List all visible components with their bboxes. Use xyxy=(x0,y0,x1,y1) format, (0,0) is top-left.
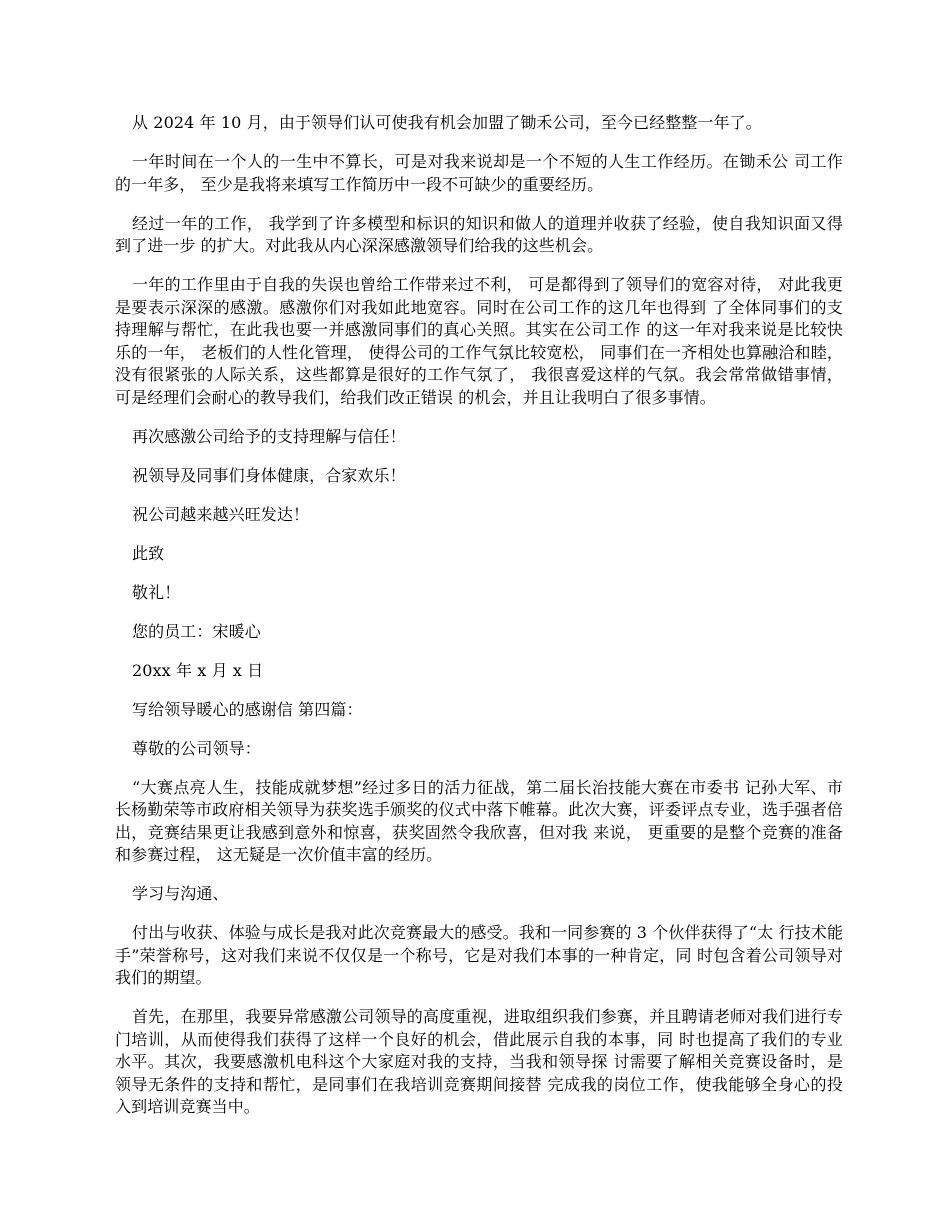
section-heading: 写给领导暖心的感谢信 第四篇： xyxy=(132,699,363,719)
letter-body xyxy=(115,112,843,1119)
greeting: 尊敬的公司领导： xyxy=(132,738,261,758)
paragraph-competition: “大赛点亮人生，技能成就梦想”经过多日的活力征战，第二届长治技能大赛在市委书 记孙大军、市长杨勤荣等市政府相关领导为获奖选手颁奖的仪式中落下帷幕。此次大赛，评委评点专业，选手强者倍出，竞赛结果更让我感到意外和惊喜，获奖固然令我欣喜，但对我 来说， 更重要的是整个竞赛的准备和参赛过程， 这无疑是一次价值丰富的经历。 xyxy=(115,777,843,864)
paragraph-wish-health: 祝领导及同事们身体健康，合家欢乐！ xyxy=(132,465,406,485)
paragraph-gratitude: 一年的工作里由于自我的失误也曾给工作带来过不利， 可是都得到了领导们的宽容对待， 对此我更是要表示深深的感激。感激你们对我如此地宽容。同时在公司工作的这几年也得到 了全体同事们的支持理解与帮忙，在此我也要一并感激同事们的真心关照。其实在公司工作 的这一年对我来说是比较快乐的一年， 老板们的人性化管理， 使得公司的工作气氛比较宽松， 同事们在一齐相处也算融洽和睦，没有很紧张的人际关系，这些都算是很好的工作气氛了， 我很喜爱这样的气氛。我会常常做错事情，可是经理们会耐心的教导我们，给我们改正错误 的机会，并且让我明白了很多事情。 xyxy=(115,275,843,407)
paragraph-learning-communication: 学习与沟通、 xyxy=(132,884,229,903)
date-line: 20xx 年 x 月 x 日 xyxy=(132,660,264,680)
paragraph-wish-prosperity: 祝公司越来越兴旺发达！ xyxy=(132,504,310,524)
paragraph-thanks-company: 再次感激公司给予的支持理解与信任！ xyxy=(132,426,406,446)
closing-regards: 敬礼！ xyxy=(132,582,181,602)
paragraph-one-year: 一年时间在一个人的一生中不算长，可是对我来说却是一个不短的人生工作经历。在锄禾公 司工作的一年多， 至少是我将来填写工作简历中一段不可缺少的重要经历。 xyxy=(115,152,843,194)
paragraph-first-thanks: 首先，在那里，我要异常感激公司领导的高度重视，进取组织我们参赛，并且聘请老师对我们进行专门培训，从而使得我们获得了这样一个良好的机会，借此展示自我的本事，同 时也提高了我们的专业水平。其次，我要感激机电科这个大家庭对我的支持，当我和领导探 讨需要了解相关竞赛设备时，是领导无条件的支持和帮忙，是同事们在我培训竞赛期间接替 完成我的岗位工作，使我能够全身心的投入到培训竞赛当中。 xyxy=(115,1007,843,1116)
paragraph-opening: 从 2024 年 10 月，由于领导们认可使我有机会加盟了锄禾公司，至今已经整整一年了。 xyxy=(132,113,762,132)
paragraph-gains: 付出与收获、体验与成长是我对此次竞赛最大的感受。我和一同参赛的 3 个伙伴获得了“太 行技术能手”荣誉称号，这对我们来说不仅仅是一个称号，它是对我们本事的一种肯定，同 时包含着公司领导对我们的期望。 xyxy=(115,923,843,987)
signature-line: 您的员工：宋暖心 xyxy=(132,621,261,641)
closing-salutation: 此致 xyxy=(132,543,165,563)
paragraph-learning: 经过一年的工作， 我学到了许多模型和标识的知识和做人的道理并收获了经验，使自我知识面又得到了进一步 的扩大。对此我从内心深深感激领导们给我的这些机会。 xyxy=(115,213,843,255)
